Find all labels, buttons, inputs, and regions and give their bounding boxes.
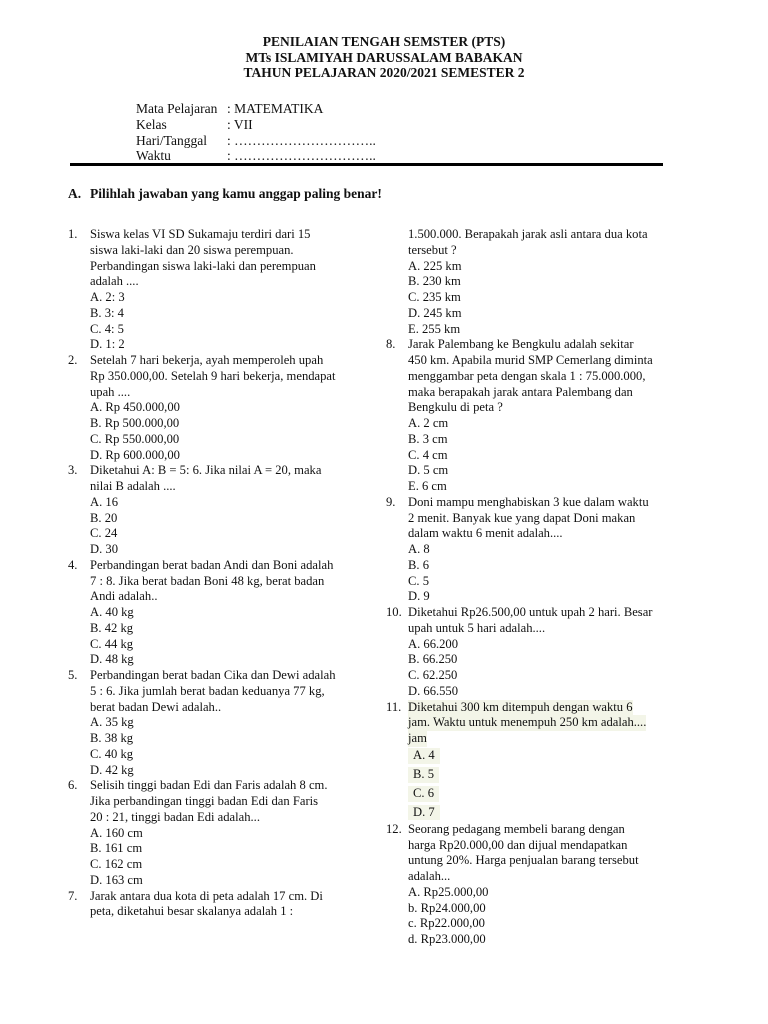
question-item	[386, 822, 686, 948]
question-number: 8.	[386, 337, 396, 352]
answer-option: D. 42 kg	[90, 762, 134, 777]
answer-option: C. 62.250	[408, 668, 458, 682]
question-body	[408, 605, 686, 700]
question-text-line: Perbandingan berat badan Cika dan Dewi adalah	[90, 668, 336, 682]
answer-option: E. 6 cm	[408, 479, 447, 493]
answer-option: A. 2: 3	[90, 290, 125, 304]
answer-option: A. 160 cm	[90, 825, 143, 840]
question-text-line: Selisih tinggi badan Edi dan Faris adalah 8 cm.	[90, 778, 328, 793]
question-item	[68, 227, 368, 353]
question-number: 9.	[386, 494, 396, 509]
answer-option: D. 9	[408, 589, 430, 604]
answer-option: A. 40 kg	[90, 605, 134, 619]
answer-option: C. 24	[90, 526, 118, 541]
info-value: : …………………………..	[227, 148, 376, 164]
question-text-line: jam. Waktu untuk menempuh 250 km adalah....	[408, 715, 647, 730]
question-number: 6.	[68, 778, 78, 793]
answer-option: B. 230 km	[408, 274, 461, 289]
info-value: : VII	[227, 116, 253, 132]
question-text-line: 450 km. Apabila murid SMP Cemerlang diminta	[408, 353, 653, 367]
question-number: 12.	[386, 821, 402, 836]
answer-option: d. Rp23.000,00	[408, 932, 486, 946]
answer-option: E. 255 km	[408, 321, 461, 336]
answer-option: c. Rp22.000,00	[408, 916, 485, 931]
answer-option: D. 7	[408, 805, 440, 821]
question-item	[386, 495, 686, 605]
question-text-line: Jika perbandingan tinggi badan Edi dan Faris	[90, 794, 319, 808]
question-number: 7.	[68, 888, 78, 903]
question-number: 5.	[68, 668, 78, 682]
question-text-line: Setelah 7 hari bekerja, ayah memperoleh upah	[90, 353, 324, 367]
question-text-line: siswa laki-laki dan 20 siswa perempuan.	[90, 242, 294, 257]
question-text-line: tersebut ?	[408, 242, 457, 257]
question-item	[386, 605, 686, 700]
answer-option: D. 245 km	[408, 305, 462, 320]
answer-option: B. 3: 4	[90, 305, 124, 320]
section-letter: A.	[68, 186, 82, 201]
question-body	[408, 495, 686, 605]
answer-option: A. 66.200	[408, 636, 459, 651]
question-text-line: berat badan Dewi adalah..	[90, 699, 222, 714]
answer-option: B. 3 cm	[408, 431, 448, 446]
question-item	[68, 558, 368, 668]
question-body	[90, 353, 368, 463]
question-item	[386, 337, 686, 495]
answer-option: D. 30	[90, 542, 118, 556]
school-name: MTs ISLAMIYAH DARUSSALAM BABAKAN	[245, 49, 523, 65]
question-text-line: 2 menit. Banyak kue yang dapat Doni makan	[408, 510, 636, 525]
question-body	[90, 227, 368, 353]
question-body	[90, 889, 368, 921]
answer-option: C. 5	[408, 573, 429, 588]
question-text-line: harga Rp20.000,00 dan dijual mendapatkan	[408, 837, 628, 852]
answer-option: C. 6	[408, 786, 439, 802]
answer-option: A. Rp25.000,00	[408, 884, 489, 899]
answer-option: A. Rp 450.000,00	[90, 400, 180, 415]
answer-option: C. 235 km	[408, 290, 461, 304]
question-text-line: untung 20%. Harga penjualan barang tersebut	[408, 853, 639, 868]
question-body	[90, 778, 368, 888]
academic-year: TAHUN PELAJARAN 2020/2021 SEMESTER 2	[243, 65, 525, 80]
info-row-time	[136, 148, 376, 164]
question-text-line: Diketahui 300 km ditempuh dengan waktu 6	[408, 699, 633, 714]
answer-option: B. 161 cm	[90, 841, 143, 856]
question-body	[90, 668, 368, 778]
question-number: 1.	[68, 227, 78, 241]
question-text-line: menggambar peta dengan skala 1 : 75.000.000,	[408, 368, 646, 383]
question-text-line: dalam waktu 6 menit adalah....	[408, 526, 563, 541]
question-text-line: Jarak Palembang ke Bengkulu adalah sekitar	[408, 337, 634, 352]
answer-option: C. 40 kg	[90, 746, 134, 761]
answer-option: A. 4	[408, 748, 440, 764]
question-text-line: adalah...	[408, 869, 451, 883]
question-item	[68, 889, 368, 921]
section-title: Pilihlah jawaban yang kamu anggap paling benar!	[90, 186, 382, 201]
question-text-line: jam	[408, 731, 427, 745]
answer-option: C. 44 kg	[90, 636, 134, 651]
answer-option: B. 66.250	[408, 652, 458, 667]
questions-left-column	[68, 227, 368, 920]
answer-option: B. 6	[408, 557, 429, 572]
question-item	[68, 353, 368, 463]
question-text-line: 7 : 8. Jika berat badan Boni 48 kg, berat badan	[90, 573, 325, 588]
question-text-line: Diketahui A: B = 5: 6. Jika nilai A = 20, maka	[90, 463, 322, 478]
question-text-line: 20 : 21, tinggi badan Edi adalah...	[90, 809, 260, 824]
question-text-line: Siswa kelas VI SD Sukamaju terdiri dari 15	[90, 227, 311, 241]
answer-option: B. Rp 500.000,00	[90, 416, 180, 430]
answer-option: D. Rp 600.000,00	[90, 447, 180, 462]
question-number	[386, 227, 408, 337]
info-label: Waktu	[136, 148, 171, 164]
answer-option: B. 20	[90, 510, 118, 525]
answer-option: D. 5 cm	[408, 463, 449, 478]
info-label: Mata Pelajaran	[136, 101, 218, 116]
question-item	[386, 700, 686, 822]
question-text-line: upah ....	[90, 384, 131, 399]
question-text-line: adalah ....	[90, 274, 139, 289]
exam-info	[136, 101, 376, 164]
answer-option: B. 42 kg	[90, 620, 134, 635]
answer-option: B. 38 kg	[90, 731, 134, 745]
question-text-line: 1.500.000. Berapakah jarak asli antara dua kota	[408, 227, 648, 241]
question-body	[408, 700, 686, 822]
question-text-line: peta, diketahui besar skalanya adalah 1 :	[90, 904, 294, 919]
question-text-line: Bengkulu di peta ?	[408, 400, 503, 415]
question-text-line: Diketahui Rp26.500,00 untuk upah 2 hari. Besar	[408, 605, 653, 619]
question-text-line: 5 : 6. Jika jumlah berat badan keduanya 77 kg,	[90, 683, 325, 698]
info-row-class	[136, 117, 376, 133]
question-number: 3.	[68, 463, 78, 478]
exam-title: PENILAIAN TENGAH SEMSTER (PTS)	[262, 34, 506, 49]
question-number: 4.	[68, 557, 78, 572]
question-number: 11.	[386, 699, 402, 714]
info-row-date	[136, 133, 376, 149]
info-value: : MATEMATIKA	[227, 101, 324, 116]
question-text-line: nilai B adalah ....	[90, 479, 176, 493]
answer-option: A. 16	[90, 494, 118, 509]
info-row-subject	[136, 101, 376, 117]
answer-option: C. 4 cm	[408, 447, 448, 462]
info-label: Hari/Tanggal	[136, 132, 208, 148]
question-continuation	[386, 227, 686, 337]
question-text-line: Doni mampu menghabiskan 3 kue dalam waktu	[408, 494, 649, 509]
questions-right-column	[386, 227, 686, 948]
question-text-line: Rp 350.000,00. Setelah 9 hari bekerja, mendapat	[90, 368, 336, 383]
question-body	[408, 227, 686, 337]
exam-header	[0, 34, 768, 81]
question-item	[68, 668, 368, 778]
answer-option: D. 66.550	[408, 683, 459, 698]
question-text-line: Andi adalah..	[90, 589, 158, 604]
question-number: 10.	[386, 605, 402, 619]
answer-option: b. Rp24.000,00	[408, 900, 486, 915]
info-value: : …………………………..	[227, 132, 376, 148]
question-item	[68, 778, 368, 888]
question-body	[90, 558, 368, 668]
answer-option: C. 4: 5	[90, 321, 124, 336]
answer-option: B. 5	[408, 767, 439, 783]
question-text-line: Jarak antara dua kota di peta adalah 17 cm. Di	[90, 888, 323, 903]
answer-option: D. 163 cm	[90, 872, 143, 887]
answer-option: A. 2 cm	[408, 416, 449, 430]
question-text-line: Seorang pedagang membeli barang dengan	[408, 821, 625, 836]
question-body	[408, 337, 686, 495]
question-text-line: upah untuk 5 hari adalah....	[408, 620, 546, 635]
info-label: Kelas	[136, 116, 167, 132]
answer-option: D. 1: 2	[90, 337, 125, 352]
question-text-line: Perbandingan siswa laki-laki dan perempuan	[90, 258, 316, 273]
question-body	[408, 822, 686, 948]
answer-option: A. 8	[408, 542, 430, 556]
question-number: 2.	[68, 353, 78, 367]
question-text-line: maka berapakah jarak antara Palembang dan	[408, 384, 633, 399]
question-item	[68, 463, 368, 558]
section-heading	[68, 186, 382, 202]
answer-option: D. 48 kg	[90, 652, 134, 667]
header-divider	[70, 163, 663, 166]
answer-option: C. 162 cm	[90, 857, 143, 871]
answer-option: A. 35 kg	[90, 715, 134, 730]
question-body	[90, 463, 368, 558]
answer-option: C. Rp 550.000,00	[90, 431, 180, 446]
answer-option: A. 225 km	[408, 258, 462, 273]
question-text-line: Perbandingan berat badan Andi dan Boni adalah	[90, 557, 334, 572]
